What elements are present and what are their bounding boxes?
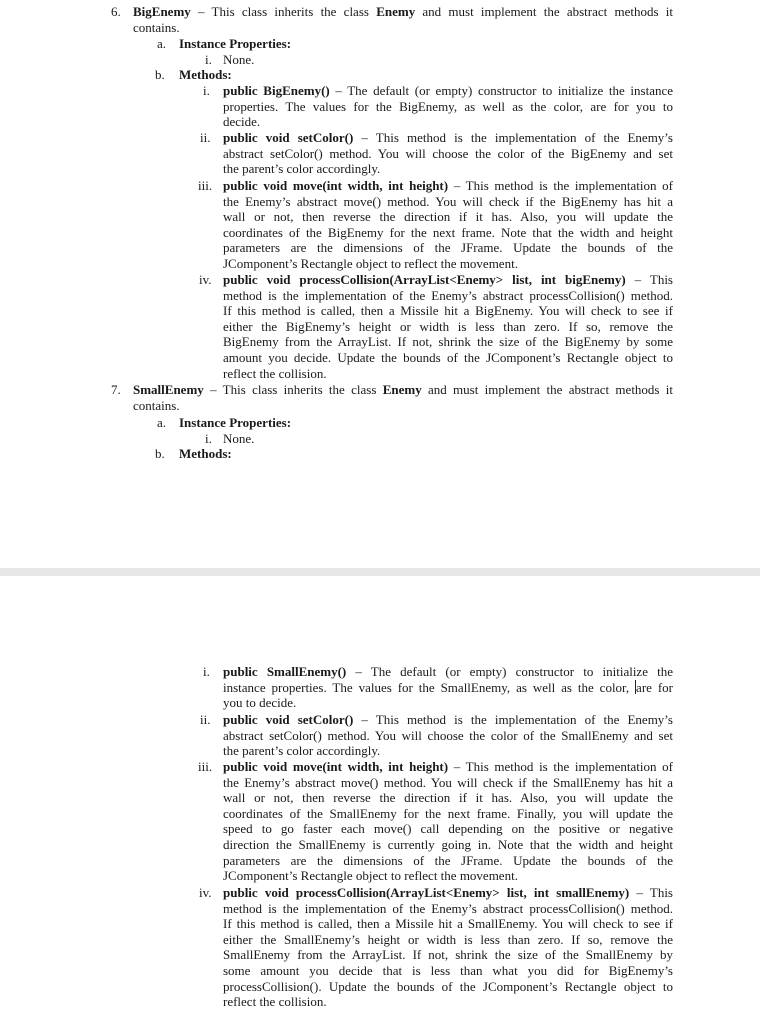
item-bigenemy-intro: BigEnemy – This class inherits the class Enemy and must implement the abstract methods it contains. (133, 4, 674, 35)
method-description: public BigEnemy() – The default (or empty) constructor to initialize the instance properties. The values for the BigEnemy, as well as the color, are for you to decide. (223, 83, 673, 130)
item-number: 6. (111, 4, 121, 19)
method-description: public void processCollision(ArrayList<Enemy> list, int smallEnemy) – This method is the implementation of the Enemy’s abstract processCollision() method. If this method is called, then a Missile hit a SmallEnemy. You will check to see if either the SmallEnemy’s height or width is less than zero. If so, remove the SmallEnemy from the ArrayList. If not, shrink the size of the SmallEnemy by some amount you decide that is less than what you did for BigEnemy’s processCollision(). Update the bounds of the JComponent’s Rectangle object to reflect the collision. (223, 885, 673, 1010)
method-description: public SmallEnemy() – The default (or empty) constructor to initialize the instance properties. The values for the SmallEnemy, as well as the color, are for you to decide. (223, 664, 673, 711)
method-description: public void processCollision(ArrayList<Enemy> list, int bigEnemy) – This method is the implementation of the Enemy’s abstract processCollision() method. If this method is called, then a Missile hit a BigEnemy. You will check to see if either the BigEnemy’s height or width is less than zero. If so, remove the BigEnemy from the ArrayList. If not, shrink the size of the BigEnemy by some amount you decide. Update the bounds of the JComponent’s Rectangle object to reflect the collision. (223, 272, 673, 381)
item-smallenemy-intro: SmallEnemy – This class inherits the class Enemy and must implement the abstract methods it contains. (133, 382, 674, 413)
document-page-1: 6. BigEnemy – This class inherits the class Enemy and must implement the abstract methods it contains. a. Instance Properties: i. None. b. Methods: i. public BigEnemy() – The default (or empty) constructor to initialize the instance properties. The values for the BigEnemy, as well as the color, are for you to decide. ii. public void setColor() – This method is the implementation of the Enemy’s abstract setColor() method. You will choose the color of the BigEnemy and set the parent’s color accordingly. iii. public void move(int width, int height) – This method is the implementation of the Enemy’s abstract move() method. You will check if the BigEnemy has hit a wall or not, then reverse the direction if it has. Also, you will update the coordinates of the BigEnemy for the next frame. Note that the width and height parameters are the dimensions of the JFrame. Update the bounds of the JComponent’s Rectangle object to reflect the movement. iv. public void processCollision(ArrayList<Enemy> list, int bigEnemy) – This method is the implementation of the Enemy’s abstract processCollision() method. If this method is called, then a Missile hit a BigEnemy. You will check to see if either the BigEnemy’s height or width is less than zero. If so, remove the BigEnemy from the ArrayList. If not, shrink the size of the BigEnemy by some amount you decide. Update the bounds of the JComponent’s Rectangle object to reflect the collision. 7. SmallEnemy – This class inherits the class Enemy and must implement the abstract methods it contains. a. Instance Properties: i. None. b. Methods: (0, 0, 760, 568)
method-description: public void setColor() – This method is the implementation of the Enemy’s abstract setColor() method. You will choose the color of the SmallEnemy and set the parent’s color accordingly. (223, 712, 673, 759)
item-number: 7. (111, 382, 121, 397)
section-heading: Instance Properties: (179, 36, 292, 51)
section-heading: Methods: (179, 67, 232, 82)
section-heading: Methods: (179, 446, 232, 461)
method-description: public void move(int width, int height) – This method is the implementation of the Enemy’s abstract move() method. You will check if the SmallEnemy has hit a wall or not, then reverse the direction if it has. Also, you will update the coordinates of the SmallEnemy for the next frame. Finally, you will update the speed to go faster each move() call depending on the positive or negative direction the SmallEnemy is currently going in. Note that the width and height parameters are the dimensions of the JFrame. Update the bounds of the JComponent’s Rectangle object to reflect the movement. (223, 759, 673, 884)
class-name: BigEnemy (133, 4, 191, 19)
section-heading: Instance Properties: (179, 415, 292, 430)
class-name: SmallEnemy (133, 382, 204, 397)
method-description: public void setColor() – This method is the implementation of the Enemy’s abstract setColor() method. You will choose the color of the BigEnemy and set the parent’s color accordingly. (223, 130, 673, 177)
page-separator (0, 568, 760, 576)
method-description: public void move(int width, int height) – This method is the implementation of the Enemy’s abstract move() method. You will check if the BigEnemy has hit a wall or not, then reverse the direction if it has. Also, you will update the coordinates of the BigEnemy for the next frame. Note that the width and height parameters are the dimensions of the JFrame. Update the bounds of the JComponent’s Rectangle object to reflect the movement. (223, 178, 673, 271)
document-page-2: i. public SmallEnemy() – The default (or empty) constructor to initialize the instance properties. The values for the SmallEnemy, as well as the color, are for you to decide. ii. public void setColor() – This method is the implementation of the Enemy’s abstract setColor() method. You will choose the color of the SmallEnemy and set the parent’s color accordingly. iii. public void move(int width, int height) – This method is the implementation of the Enemy’s abstract move() method. You will check if the SmallEnemy has hit a wall or not, then reverse the direction if it has. Also, you will update the coordinates of the SmallEnemy for the next frame. Finally, you will update the speed to go faster each move() call depending on the positive or negative direction the SmallEnemy is currently going in. Note that the width and height parameters are the dimensions of the JFrame. Update the bounds of the JComponent’s Rectangle object to reflect the movement. iv. public void processCollision(ArrayList<Enemy> list, int smallEnemy) – This method is the implementation of the Enemy’s abstract processCollision() method. If this method is called, then a Missile hit a SmallEnemy. You will check to see if either the SmallEnemy’s height or width is less than zero. If so, remove the SmallEnemy from the ArrayList. If not, shrink the size of the SmallEnemy by some amount you decide that is less than what you did for BigEnemy’s processCollision(). Update the bounds of the JComponent’s Rectangle object to reflect the collision. (0, 576, 760, 1024)
